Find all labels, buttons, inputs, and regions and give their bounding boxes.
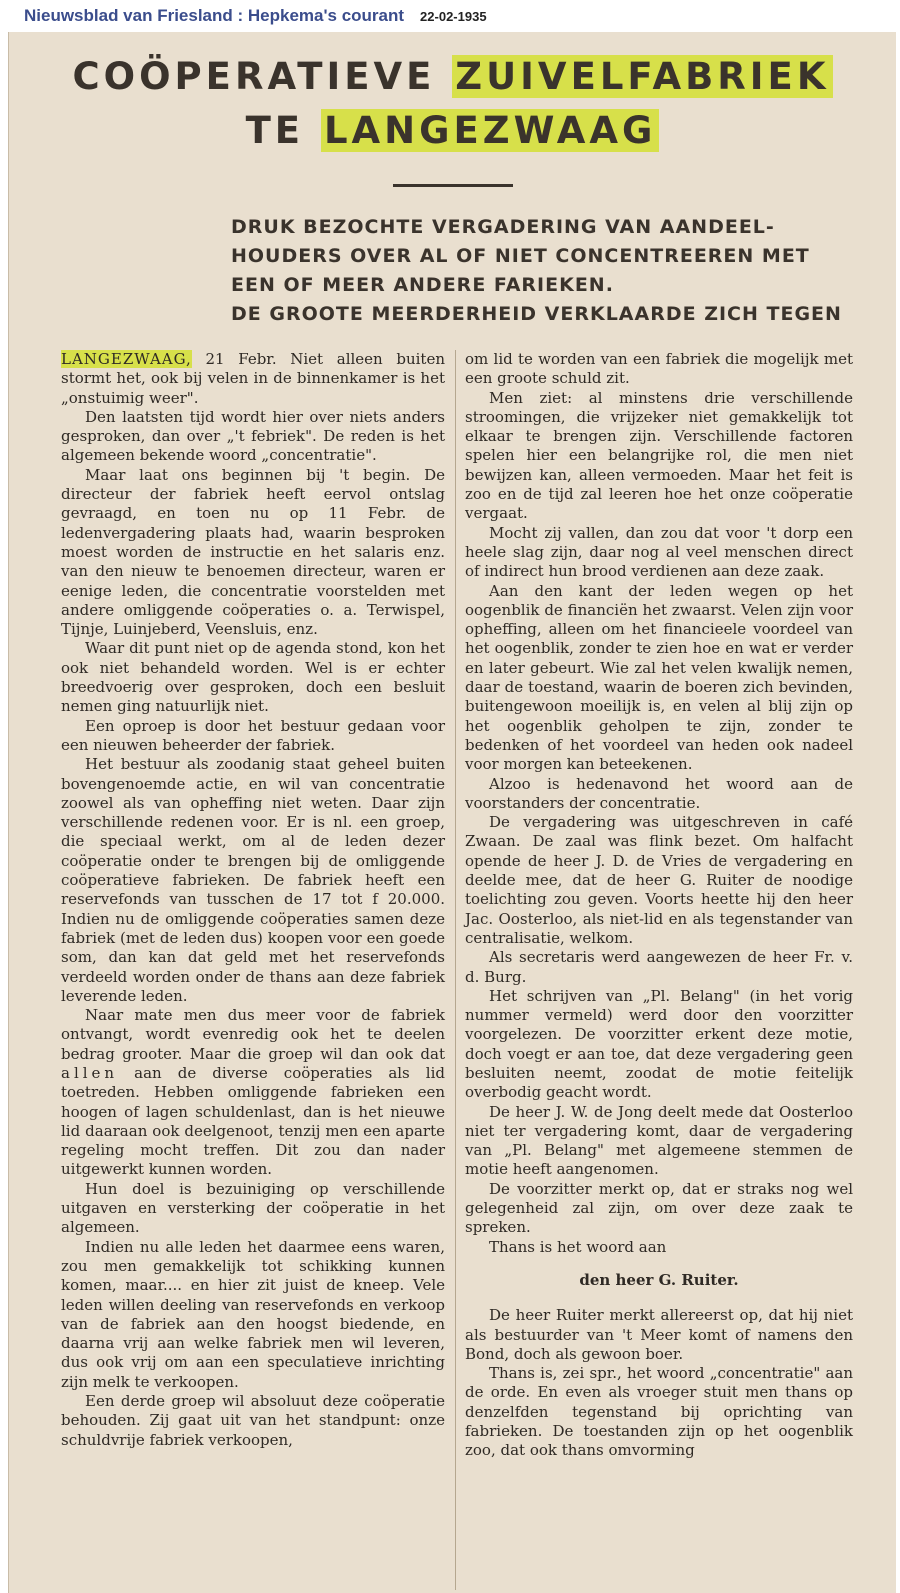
article-paragraph: Als secretaris werd aangewezen de heer Fr. v. d. Burg. <box>465 948 853 986</box>
column-divider <box>455 350 456 1590</box>
speaker-heading: den heer G. Ruiter. <box>579 1270 739 1289</box>
subheadline-line: DE GROOTE MEERDERHEID VERKLAARDE ZICH TEGEN <box>231 303 842 325</box>
subheadline-line: HOUDERS OVER AL OF NIET CONCENTREEREN MET <box>231 245 810 267</box>
article-right-column <box>465 350 853 1590</box>
article-paragraph: Thans is het woord aan <box>489 1237 667 1256</box>
article-paragraph: Den laatsten tijd wordt hier over niets anders gesproken, dan over „'t febriek". De reden is het algemeen bekende woord „concentratie". <box>61 407 445 465</box>
paragraph-text: Naar mate men dus meer voor de fabriek ontvangt, wordt evenredig ook het te deelen bedrag grooter. Maar die groep wil dan ook dat <box>61 1006 445 1063</box>
article-paragraph: om lid te worden van een fabriek die mogelijk met een groote schuld zit. <box>465 350 853 388</box>
article-paragraph: Aan den kant der leden wegen op het oogenblik de financiën het zwaarst. Velen zijn voor opheffing, alleen om het financieele voordeel van het oogenblik, zonder te zien hoe en wat er verder en later gebeurt. Wie zal het velen kwalijk nemen, daar de toestand, waarin de boeren zich bevinden, buitengewoon moeilijk is, en velen al blij zijn op het oogenblik geholpen te zijn, zonder te bedenken of het voordeel van heden ook nadeel voor morgen kan beteekenen. <box>465 581 853 774</box>
article-paragraph: Men ziet: al minstens drie verschillende stroomingen, die vrijzeker niet gemakkelijk tot elkaar te brengen zijn. Verschillende factoren spelen hier een belangrijke rol, die men niet bewijzen kan, alleen vermoeden. Maar het feit is zoo en de tijd zal leeren hoe het onze coöperatie vergaat. <box>465 388 853 523</box>
paragraph-text: aan de diverse coöperaties als lid toetreden. Hebben omliggende fabrieken een hoogen of lagen schuldenlast, dan is het nieuwe lid daaraan ook deelgenoot, tenzij men een aparte regeling mocht treffen. Dit zou dan nader uitgewerkt kunnen worden. <box>61 1063 445 1179</box>
headline-highlight-zuivelfabriek: ZUIVELFABRIEK <box>452 55 832 98</box>
article-paragraph: Maar laat ons beginnen bij 't begin. De directeur der fabriek heeft eervol ontslag gevraagd, en toen nu op 11 Febr. de ledenvergadering plaats had, waarin besproken moest worden de instructie en het salaris enz. van den nieuw te benoemen directeur, waren er eenige leden, die concentratie voorstelden met andere omliggende coöperaties o. a. Terwispel, Tijnje, Luinjeberd, Veensluis, enz. <box>61 465 445 639</box>
article-paragraph: Thans is, zei spr., het woord „concentratie" aan de orde. En even als vroeger stuit men thans op denzelfden tegenstand bij oprichting van fabrieken. De toestanden zijn op het oogenblik zoo, dat ook thans omvorming <box>465 1364 853 1460</box>
headline-line-2 <box>9 108 896 154</box>
article-paragraph: Indien nu alle leden het daarmee eens waren, zou men gemakkelijk tot schikking kunnen komen, maar.... en hier zit juist de kneep. Vele leden willen deeling van reservefonds en verkoop van de fabriek aan den hoogst biedende, en daarna vrij aan welke fabriek men wil leveren, dus ook vrij om aan een speculatieve inrichting zijn melk te verkoopen. <box>61 1237 445 1391</box>
article-paragraph: De voorzitter merkt op, dat er straks nog wel gelegenheid zal zijn, om over deze zaak te spreken. <box>465 1179 853 1237</box>
article-paragraph-dateline <box>61 350 445 408</box>
article-left-column <box>61 350 445 1590</box>
newspaper-clipping <box>8 32 896 1593</box>
dateline-text: 21 Febr. Niet alleen buiten stormt het, ook bij velen in de binnenkamer is het „onstuimig weer". <box>61 350 445 407</box>
article-paragraph: Een derde groep wil absoluut deze coöperatie behouden. Zij gaat uit van het standpunt: onze schuldvrije fabriek verkoopen, <box>61 1392 445 1449</box>
article-paragraph: Alzoo is hedenavond het woord aan de voorstanders der concentratie. <box>465 774 853 812</box>
article-paragraph: De heer Ruiter merkt allereerst op, dat hij niet als bestuurder van 't Meer komt of namens den Bond, doch als gewoon boer. <box>465 1306 853 1363</box>
article-paragraph <box>61 1006 445 1180</box>
article-paragraph: Hun doel is bezuiniging op verschillende uitgaven en versterking der coöperatie in het algemeen. <box>61 1179 445 1237</box>
article-columns <box>9 350 897 1590</box>
newspaper-title: Nieuwsblad van Friesland : Hepkema's courant <box>24 6 405 25</box>
headline-highlight-langezwaag: LANGEZWAAG <box>321 109 659 152</box>
article-paragraph: De vergadering was uitgeschreven in café Zwaan. De zaal was flink bezet. Om halfacht opende de heer J. D. de Vries de vergadering en deelde mee, dat de heer G. Ruiter de noodige toelichting zou geven. Voorts heette hij den heer Jac. Oosterloo, als niet-lid en als tegenstander van centralisatie, welkom. <box>465 813 853 947</box>
article-paragraph: Waar dit punt niet op de agenda stond, kon het ook niet behandeld worden. Wel is er echter breedvoerig over gesproken, doch een besluit nemen ging natuurlijk niet. <box>61 639 445 716</box>
dateline-place: LANGEZWAAG, <box>61 350 192 368</box>
subheadline-line: EEN OF MEER ANDERE FARIEKEN. <box>231 274 614 296</box>
headline-divider <box>393 184 513 187</box>
article-paragraph: Mocht zij vallen, dan zou dat voor 't dorp een heele slag zijn, daar nog al veel menschen direct of indirect hun brood verdienen aan deze zaak. <box>465 523 853 581</box>
article-paragraph: Het bestuur als zoodanig staat geheel buiten bovengenoemde actie, en wil van concentratie zoowel als van opheffing niet weten. Daar zijn verschillende redenen voor. Er is nl. een groep, die speciaal werkt, om al de leden dezer coöperatie onder te brengen bij de omliggende coöperatieve fabrieken. De fabriek heeft een reservefonds van tusschen de 17 tot f 20.000. Indien nu de omliggende coöperaties samen deze fabriek (met de leden dus) koopen voor een goede som, dan kan dat geld met het reservefonds verdeeld worden onder de thans aan deze fabriek leverende leden. <box>61 755 445 1005</box>
publication-date: 22-02-1935 <box>420 8 487 24</box>
subheadline <box>231 213 866 329</box>
subheadline-line: DRUK BEZOCHTE VERGADERING VAN AANDEEL- <box>231 216 775 238</box>
article-paragraph: Een oproep is door het bestuur gedaan voor een nieuwen beheerder der fabriek. <box>61 716 445 754</box>
source-masthead <box>0 0 900 32</box>
headline-line-1 <box>9 54 896 100</box>
headline-word-te: TE <box>245 109 305 152</box>
headline-word-cooperatieve: COÖPERATIEVE <box>72 55 436 98</box>
article-paragraph: De heer J. W. de Jong deelt mede dat Oosterloo niet ter vergadering komt, daar de vergadering van „Pl. Belang" met algemeene stemmen de motie heeft aangenomen. <box>465 1102 853 1179</box>
spaced-word-allen: allen <box>61 1063 119 1082</box>
article-paragraph: Het schrijven van „Pl. Belang" (in het vorig nummer vermeld) werd door den voorzitter voorgelezen. De voorzitter erkent deze motie, doch voegt er aan toe, dat deze vergadering geen besluiten neemt, zoodat de motie feitelijk overbodig geacht wordt. <box>465 986 853 1102</box>
